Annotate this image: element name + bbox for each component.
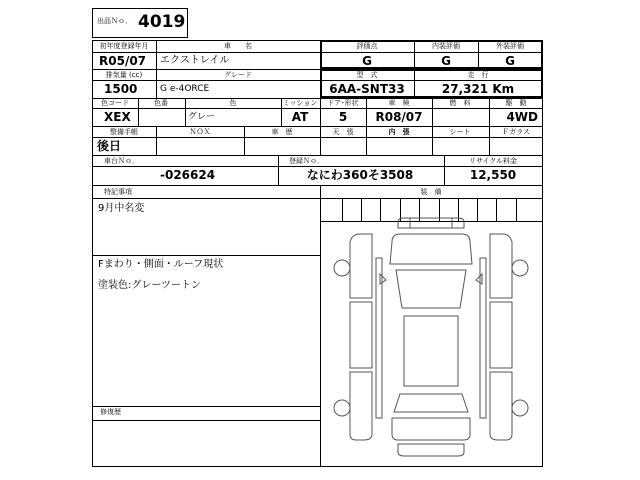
remark-line-3: 塗装色:グレーツートン [98,280,201,291]
color-no-label: 色番 [154,99,168,107]
first-reg-label: 初年度登録年月 [99,42,149,50]
score-label: 評価点 [356,42,378,50]
registration-value: なにわ360そ3508 [306,168,414,182]
mileage-value: 27,321 Km [441,82,515,96]
color-value: グレー [188,112,216,122]
lot-number-label: 出品Ｎｏ． [97,17,132,25]
chassis-label: 車台Ｎｏ． [104,157,139,165]
color-label: 色 [229,99,237,107]
interior-trim-label: 内 張 [388,128,410,136]
mission-label: ミッション [282,99,318,107]
doors-label: ドア･形状 [327,99,359,107]
exterior-score-value: G [505,54,515,68]
repair-label: 修復歴 [100,408,121,416]
car-name-label: 車 名 [224,42,252,50]
registration-label: 登録Ｎｏ． [289,157,324,165]
recycle-label: リサイクル料金 [468,157,518,165]
model-label: 型 式 [356,71,378,79]
displacement-value: 1500 [104,82,138,96]
grade-label: グレード [224,71,252,79]
remark-line-2: Fまわり・側面・ルーフ現状 [98,259,224,270]
history-label: 車 歴 [271,128,293,136]
doors-value: 5 [338,110,348,124]
equipment-label: 装 備 [420,188,442,196]
chassis-value: -026624 [160,168,216,182]
mission-value: AT [291,110,309,124]
drive-label: 駆 動 [505,99,527,107]
grade-value: G e-4ORCE [160,84,210,94]
first-reg-value: R05/07 [99,54,147,68]
fuel-label: 燃 料 [449,99,471,107]
recycle-value: 12,550 [469,168,517,182]
exterior-score-label: 外装評価 [496,42,524,50]
score-value: G [362,54,372,68]
remarks-label: 特記事項 [104,188,132,196]
mileage-label: 走 行 [467,71,489,79]
roof-label: 天 張 [332,128,354,136]
interior-score-label: 内装評価 [432,42,460,50]
lot-number: 4019 [138,12,186,32]
manual-label: 整備手帳 [110,128,138,136]
color-code-label: 色コード [101,99,129,107]
seat-label: シート [449,128,471,136]
glass-label: Ｆガラス [502,128,530,136]
nox-label: ＮＯＸ [189,128,211,136]
manual-value: 後日 [97,139,122,153]
car-diagram [320,198,542,466]
interior-score-value: G [441,54,451,68]
drive-value: 4WD [506,110,538,124]
inspection-value: R08/07 [375,110,423,124]
car-name-value: エクストレイル [160,55,230,66]
model-value: 6AA-SNT33 [329,82,405,96]
remark-line-1: 9月中名変 [98,203,145,214]
displacement-label: 排気量 (cc) [105,71,143,79]
color-code-value: XEX [104,110,131,124]
inspection-label: 車 検 [388,99,410,107]
